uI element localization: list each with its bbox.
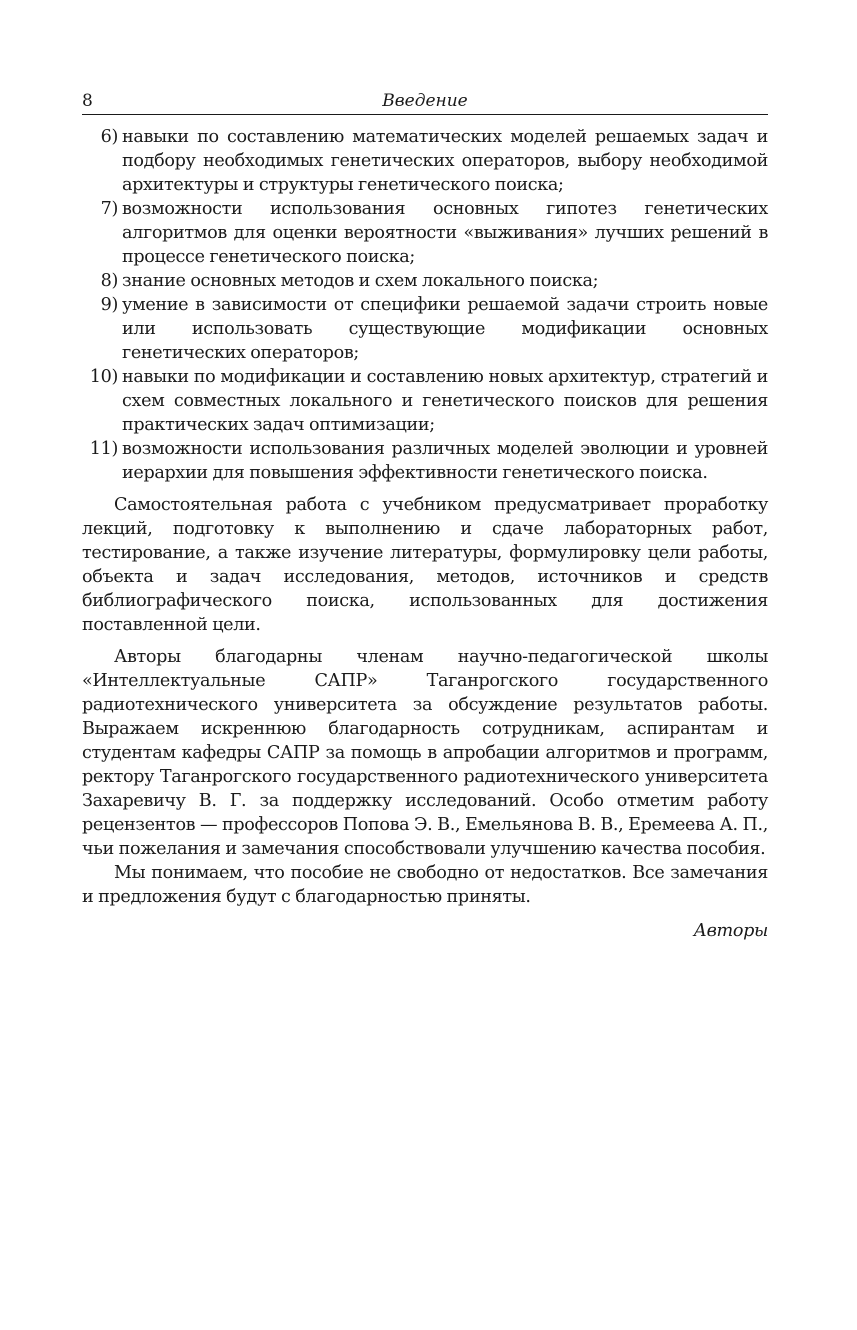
- page-content: [82, 125, 768, 943]
- list-item-text: возможности использования основных гипотез генетических алгоритмов для оценки вероятности «выживания» лучших решений в процессе генетического поиска;: [122, 199, 768, 267]
- skills-list: [82, 125, 768, 485]
- list-item-number: 9): [100, 295, 118, 315]
- authors-signature: Авторы: [693, 921, 768, 941]
- list-item: [82, 437, 768, 485]
- list-item-text: навыки по модификации и составлению новых архитектур, стратегий и схем совместных локального и генетического поисков для решения практических задач оптимизации;: [122, 367, 768, 435]
- list-item: [82, 293, 768, 365]
- list-item: [82, 197, 768, 269]
- paragraph-closing: Мы понимаем, что пособие не свободно от недостатков. Все замечания и предложения будут с благодарностью приняты.: [82, 863, 768, 907]
- list-item-number: 10): [89, 367, 118, 387]
- page-number: 8: [82, 91, 93, 111]
- list-item-text: умение в зависимости от специфики решаемой задачи строить новые или использовать существующие модификации основных генетических операторов;: [122, 295, 768, 363]
- list-item-number: 8): [100, 271, 118, 291]
- list-item: [82, 125, 768, 197]
- list-item: [82, 269, 768, 293]
- list-item: [82, 365, 768, 437]
- list-item-text: возможности использования различных моделей эволюции и уровней иерархии для повышения эффективности генетического поиска.: [122, 439, 768, 483]
- paragraph-acknowledgements: Авторы благодарны членам научно-педагогической школы «Интеллектуальные САПР» Таганрогского государственного радиотехнического университета за обсуждение результатов работы. Выражаем искреннюю благодарность сотрудникам, аспирантам и студентам кафедры САПР за помощь в апробации алгоритмов и программ, ректору Таганрогского государственного радиотехнического университета Захаревичу В. Г. за поддержку исследований. Особо отметим работу рецензентов — профессоров Попова Э. В., Емельянова В. В., Еремеева А. П., чьи пожелания и замечания способствовали улучшению качества пособия.: [82, 647, 768, 859]
- chapter-title: Введение: [382, 91, 468, 111]
- list-item-number: 11): [89, 439, 118, 459]
- list-item-number: 7): [100, 199, 118, 219]
- list-item-number: 6): [100, 127, 118, 147]
- running-header: [82, 88, 768, 115]
- book-page: [82, 88, 768, 943]
- list-item-text: знание основных методов и схем локального поиска;: [122, 271, 599, 291]
- list-item-text: навыки по составлению математических моделей решаемых задач и подбору необходимых генетических операторов, выбору необходимой архитектуры и структуры генетического поиска;: [122, 127, 768, 195]
- paragraph-self-study: Самостоятельная работа с учебником предусматривает проработку лекций, подготовку к выполнению и сдаче лабораторных работ, тестирование, а также изучение литературы, формулировку цели работы, объекта и задач исследования, методов, источников и средств библиографического поиска, использованных для достижения поставленной цели.: [82, 495, 768, 635]
